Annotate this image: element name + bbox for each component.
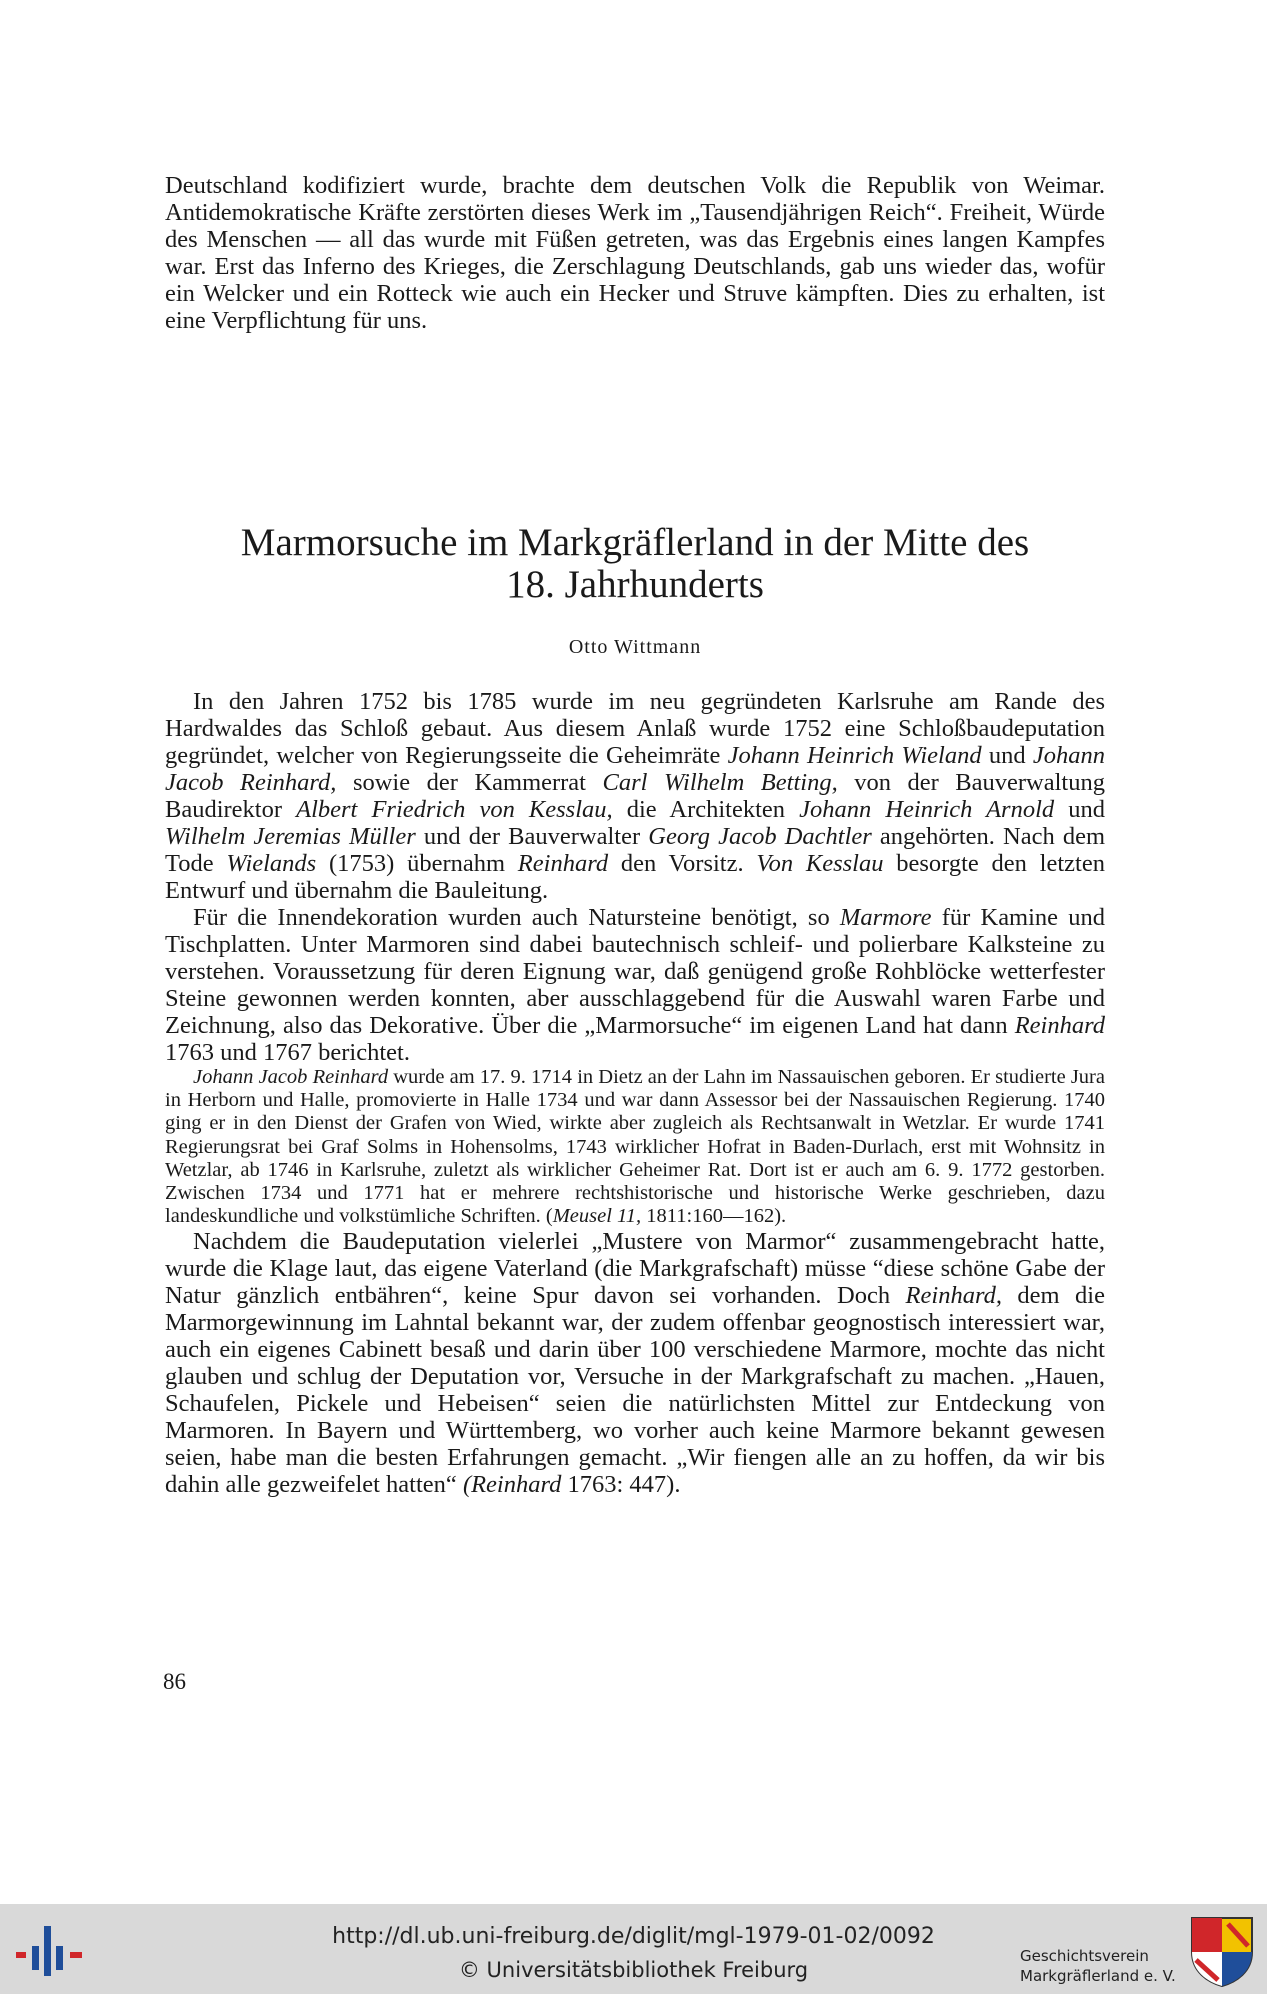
footer-bar bbox=[0, 1904, 1267, 1994]
paragraph-3: Nachdem die Baudeputation vielerlei „Mustere von Marmor“ zusammengebracht hatte, wurde die Klage laut, das eigene Vaterland (die Markgrafschaft) müsse “diese schöne Gabe der Natur gänzlich entbähren“, keine Spur davon sei vorhanden. Doch Reinhard, dem die Marmorgewinnung im Lahntal bekannt war, der zudem offenbar geognostisch interessiert war, auch ein eigenes Cabinett besaß und darin über 100 verschiedene Marmore, mochte das nicht glauben und schlug der Deputation vor, Versuche in der Markgrafschaft zu machen. „Hauen, Schaufelen, Pickele und Hebeisen“ seien die natürlichsten Mittel zur Entdeckung von Marmoren. In Bayern und Württemberg, wo vorher auch keine Marmore bekannt gewesen seien, habe man die besten Erfahrungen gemacht. „Wir fiengen alle an zu hoffen, da wir bis dahin alle gezweifelet hatten“ (Reinhard 1763: 447). bbox=[165, 1228, 1105, 1499]
title-line-2: 18. Jahrhunderts bbox=[506, 563, 764, 606]
document-url[interactable]: http://dl.ub.uni-freiburg.de/diglit/mgl-1979-01-02/0092 bbox=[332, 1924, 935, 1949]
continued-paragraph bbox=[165, 172, 1105, 334]
copyright-notice: © Universitätsbibliothek Freiburg bbox=[458, 1958, 809, 1982]
society-name: Geschichtsverein Markgräflerland e. V. bbox=[1020, 1947, 1176, 1985]
title-line-1: Marmorsuche im Markgräflerland in der Mitte des bbox=[240, 521, 1030, 564]
coat-of-arms-icon bbox=[1188, 1914, 1256, 1988]
biographical-note: Johann Jacob Reinhard wurde am 17. 9. 1714 in Dietz an der Lahn im Nassauischen geboren. Er studierte Jura in Herborn und Halle, promovierte in Halle 1734 und war dann Assessor bei der Nassauischen Regierung. 1740 ging er in den Dienst der Grafen von Wied, wirkte aber zugleich als Rechtsanwalt in Wetzlar. Er wurde 1741 Regierungsrat bei Graf Solms in Hohensolms, 1743 wirklicher Hofrat in Baden-Durlach, erst mit Wohnsitz in Wetzlar, ab 1746 in Karlsruhe, zuletzt als wirklicher Geheimer Rat. Dort ist er auch am 6. 9. 1772 gestorben. Zwischen 1734 und 1771 hat er mehrere rechtshistorische und historische Werke geschrieben, dazu landeskundliche und volkstümliche Schriften. (Meusel 11, 1811:160—162). bbox=[165, 1066, 1105, 1228]
paragraph-1: In den Jahren 1752 bis 1785 wurde im neu gegründeten Karlsruhe am Rande des Hardwaldes das Schloß gebaut. Aus diesem Anlaß wurde 1752 eine Schloßbaudeputation gegründet, welcher von Regierungsseite die Geheimräte Johann Heinrich Wieland und Johann Jacob Reinhard, sowie der Kammerrat Carl Wilhelm Betting, von der Bauverwaltung Baudirektor Albert Friedrich von Kesslau, die Architekten Johann Heinrich Arnold und Wilhelm Jeremias Müller und der Bauverwalter Georg Jacob Dachtler angehörten. Nach dem Tode Wielands (1753) übernahm Reinhard den Vorsitz. Von Kesslau besorgte den letzten Entwurf und übernahm die Bauleitung. bbox=[165, 688, 1106, 904]
author-name: Otto Wittmann bbox=[568, 636, 702, 658]
article-body bbox=[165, 688, 1105, 1498]
article-title bbox=[165, 522, 1105, 606]
paragraph-text: Deutschland kodifiziert wurde, brachte dem deutschen Volk die Republik von Weimar. Antidemokratische Kräfte zerstörten dieses Werk im „Tausendjährigen Reich“. Freiheit, Würde des Menschen — all das wurde mit Füßen getreten, was das Ergebnis eines langen Kampfes war. Erst das Inferno des Krieges, die Zerschlagung Deutschlands, gab uns wieder das, wofür ein Welcker und ein Rotteck wie auch ein Hecker und Struve kämpften. Dies zu erhalten, ist eine Verpflichtung für uns. bbox=[165, 172, 1105, 334]
paragraph-2: Für die Innendekoration wurden auch Natursteine benötigt, so Marmore für Kamine und Tischplatten. Unter Marmoren sind dabei bautechnisch schleif- und polierbare Kalksteine zu verstehen. Voraussetzung für deren Eignung war, daß genügend große Rohblöcke wetterfester Steine gewonnen werden konnten, aber ausschlaggebend für die Auswahl waren Farbe und Zeichnung, also das Dekorative. Über die „Marmorsuche“ im eigenen Land hat dann Reinhard 1763 und 1767 berichtet. bbox=[165, 904, 1105, 1066]
page-number: 86 bbox=[163, 1669, 186, 1694]
